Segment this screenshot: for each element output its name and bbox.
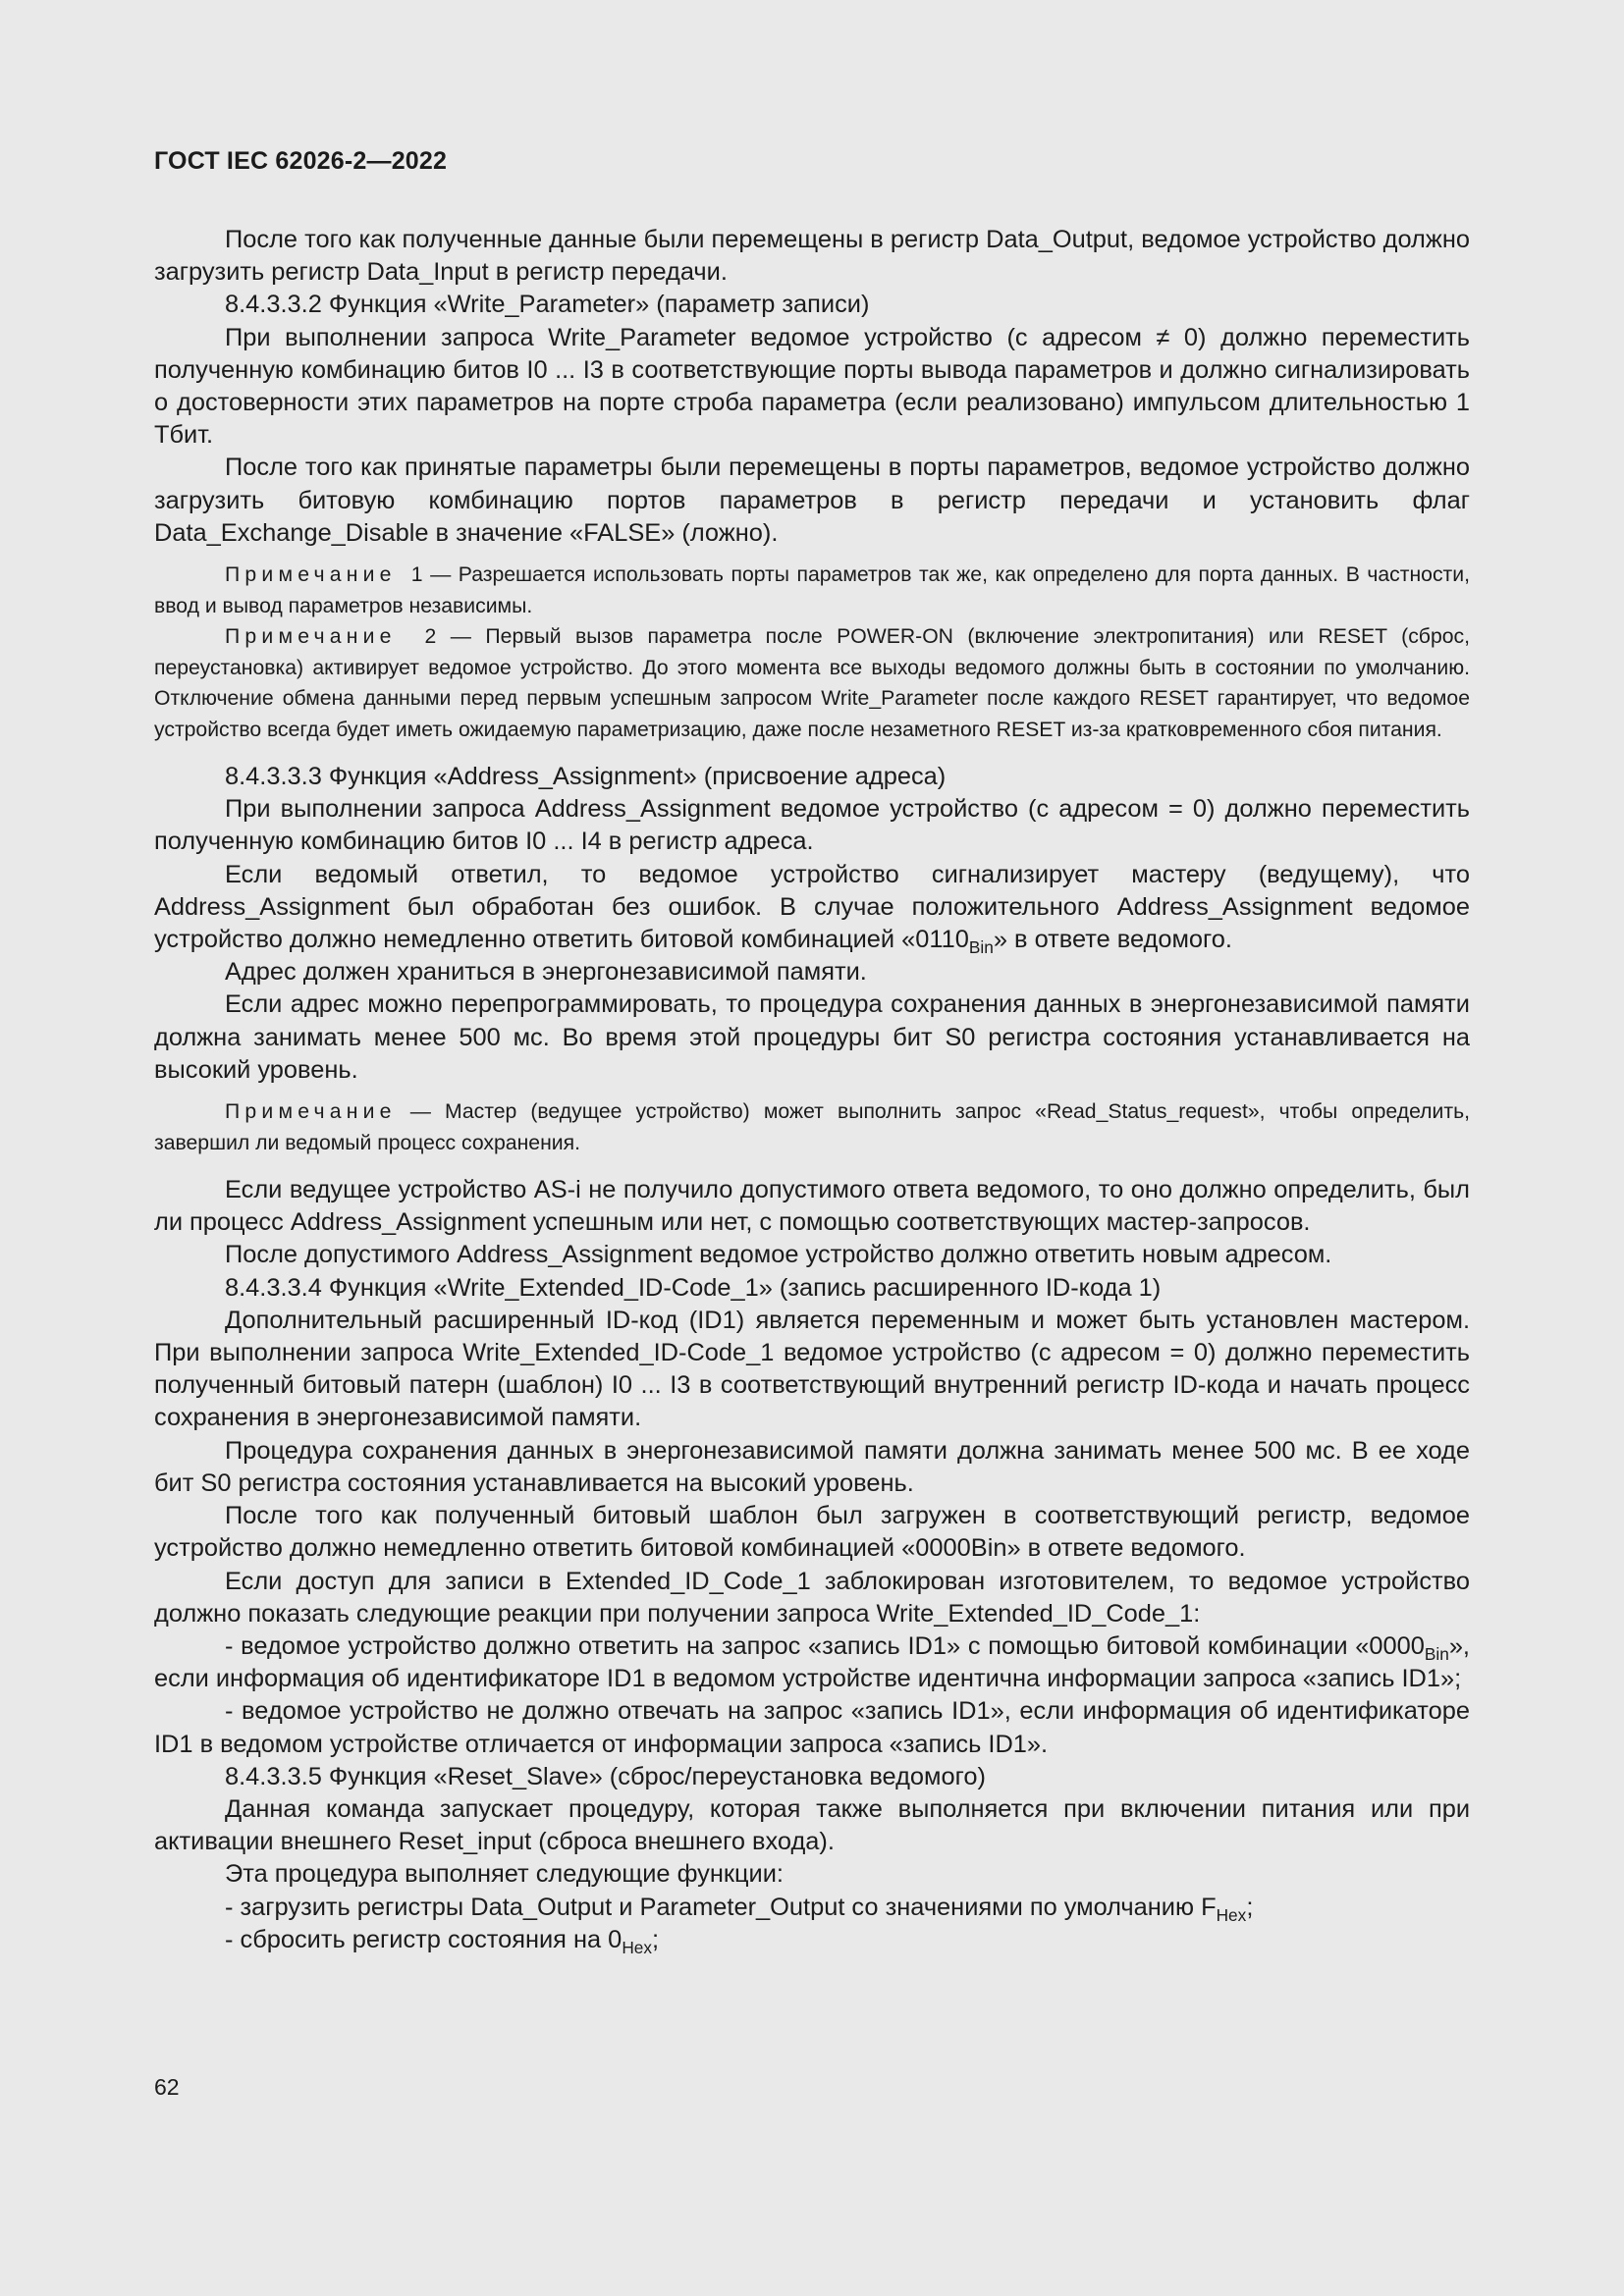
note-number: 2 — [424, 625, 437, 649]
section-heading: 8.4.3.3.4 Функция «Write_Extended_ID-Code_1» (запись расширенного ID-кода 1) — [225, 1273, 1162, 1302]
paragraph: Если доступ для записи в Extended_ID_Code_1 заблокирован изготовителем, то ведомое устройство должно показать следующие реакции при получении запроса Write_Extended_ID_Code_1: — [154, 1567, 1470, 1628]
text-run: », если информация об идентификаторе ID1 в ведомом устройстве идентична информации запроса «запись ID1»; — [154, 1631, 1470, 1693]
paragraph: Данная команда запускает процедуру, которая также выполняется при включении питания или при активации внешнего Reset_input (сброса внешнего входа). — [154, 1794, 1470, 1856]
paragraph: Процедура сохранения данных в энергонезависимой памяти должна занимать менее 500 мс. В ее ходе бит S0 регистра состояния устанавливается на высокий уровень. — [154, 1436, 1470, 1497]
note-text: — Мастер (ведущее устройство) может выполнить запрос «Read_Status_request», чтобы определить, завершил ли ведомый процесс сохранения. — [154, 1100, 1470, 1154]
paragraph: После того как полученный битовый шаблон был загружен в соответствующий регистр, ведомое устройство должно немедленно ответить битовой комбинацией «0000Bin» в ответе ведомого. — [154, 1502, 1470, 1563]
subscript: Hex — [622, 1937, 653, 1957]
text-run: ; — [652, 1925, 660, 1953]
paragraph: Если ведущее устройство AS-i не получило допустимого ответа ведомого, то оно должно определить, был ли процесс Address_Assignment успешным или нет, с помощью соответствующих мастер-запросов. — [154, 1176, 1470, 1237]
note-label: Примечание — [225, 625, 397, 649]
paragraph: При выполнении запроса Write_Parameter ведомое устройство (с адресом ≠ 0) должно переместить полученную комбинацию битов I0 ... I3 в соответствующие порты вывода параметров и должно сигнализировать о достоверности этих параметров на порте строба параметра (если реализовано) импульсом длительностью 1 Тбит. — [154, 323, 1470, 450]
paragraph: После того как полученные данные были перемещены в регистр Data_Output, ведомое устройство должно загрузить регистр Data_Input в регистр передачи. — [154, 226, 1470, 287]
section-heading: 8.4.3.3.5 Функция «Reset_Slave» (сброс/переустановка ведомого) — [225, 1762, 986, 1790]
note-text: — Разрешается использовать порты параметров так же, как определено для порта данных. В частности, ввод и вывод параметров независимы. — [154, 563, 1470, 617]
note-3 — [154, 1096, 1470, 1158]
list-item — [154, 1924, 1470, 1956]
page-number: 62 — [154, 2074, 180, 2100]
paragraph — [154, 859, 1470, 957]
note-text: — Первый вызов параметра после POWER-ON (включение электропитания) или RESET (сброс, переустановка) активирует ведомое устройство. До этого момента все выходы ведомого должны быть в состоянии по умолчанию. Отключение обмена данными перед первым успешным запросом Write_Parameter после каждого RESET гарантирует, что ведомое устройство всегда будет иметь ожидаемую параметризацию, даже после незаметного RESET из-за кратковременного сбоя питания. — [154, 625, 1470, 741]
standard-header: ГОСТ IEC 62026-2—2022 — [154, 147, 448, 175]
note-1 — [154, 560, 1470, 621]
list-item: - ведомое устройство не должно отвечать на запрос «запись ID1», если информация об идентификаторе ID1 в ведомом устройстве отличается от информации запроса «запись ID1». — [154, 1697, 1470, 1758]
subscript: Hex — [1216, 1904, 1247, 1925]
section-heading: 8.4.3.3.3 Функция «Address_Assignment» (присвоение адреса) — [225, 763, 947, 791]
page-body — [154, 224, 1470, 1956]
text-run: ; — [1246, 1893, 1254, 1921]
paragraph: Если адрес можно перепрограммировать, то процедура сохранения данных в энергонезависимой памяти должна занимать менее 500 мс. Во время этой процедуры бит S0 регистра состояния устанавливается на высокий уровень. — [154, 990, 1470, 1084]
list-item — [154, 1630, 1470, 1695]
paragraph: Адрес должен храниться в энергонезависимой памяти. — [225, 958, 867, 987]
note-number: 1 — [410, 563, 423, 587]
text-run: Если ведомый ответил, то ведомое устройство сигнализирует мастеру (ведущему), что Address_Assignment был обработан без ошибок. В случае положительного Address_Assignment ведомое устройство должно немедленно ответить битовой комбинацией «0110 — [154, 860, 1470, 954]
text-run: » в ответе ведомого. — [993, 926, 1232, 954]
subscript: Bin — [1424, 1643, 1449, 1664]
text-run: - загрузить регистры Data_Output и Parameter_Output со значениями по умолчанию F — [225, 1893, 1217, 1921]
note-label: Примечание — [225, 563, 397, 587]
note-label: Примечание — [225, 1100, 397, 1124]
section-heading: 8.4.3.3.2 Функция «Write_Parameter» (параметр записи) — [225, 291, 870, 319]
paragraph: После того как принятые параметры были перемещены в порты параметров, ведомое устройство должно загрузить битовую комбинацию портов параметров в регистр передачи и установить флаг Data_Exchange_Disable в значение «FALSE» (ложно). — [154, 454, 1470, 547]
text-run: - сбросить регистр состояния на 0 — [225, 1925, 623, 1953]
text-run: - ведомое устройство должно ответить на запрос «запись ID1» с помощью битовой комбинации «0000 — [225, 1631, 1425, 1660]
paragraph: Дополнительный расширенный ID-код (ID1) является переменным и может быть установлен мастером. При выполнении запроса Write_Extended_ID-Code_1 ведомое устройство (с адресом = 0) должно переместить полученный битовый патерн (шаблон) I0 ... I3 в соответствующий внутренний регистр ID-кода и начать процесс сохранения в энергонезависимой памяти. — [154, 1306, 1470, 1432]
paragraph: Эта процедура выполняет следующие функции: — [225, 1860, 784, 1889]
subscript: Bin — [968, 936, 994, 957]
paragraph: При выполнении запроса Address_Assignment ведомое устройство (с адресом = 0) должно переместить полученную комбинацию битов I0 ... I4 в регистр адреса. — [154, 795, 1470, 856]
note-2 — [154, 621, 1470, 745]
list-item — [154, 1892, 1470, 1924]
paragraph: После допустимого Address_Assignment ведомое устройство должно ответить новым адресом. — [225, 1241, 1332, 1269]
